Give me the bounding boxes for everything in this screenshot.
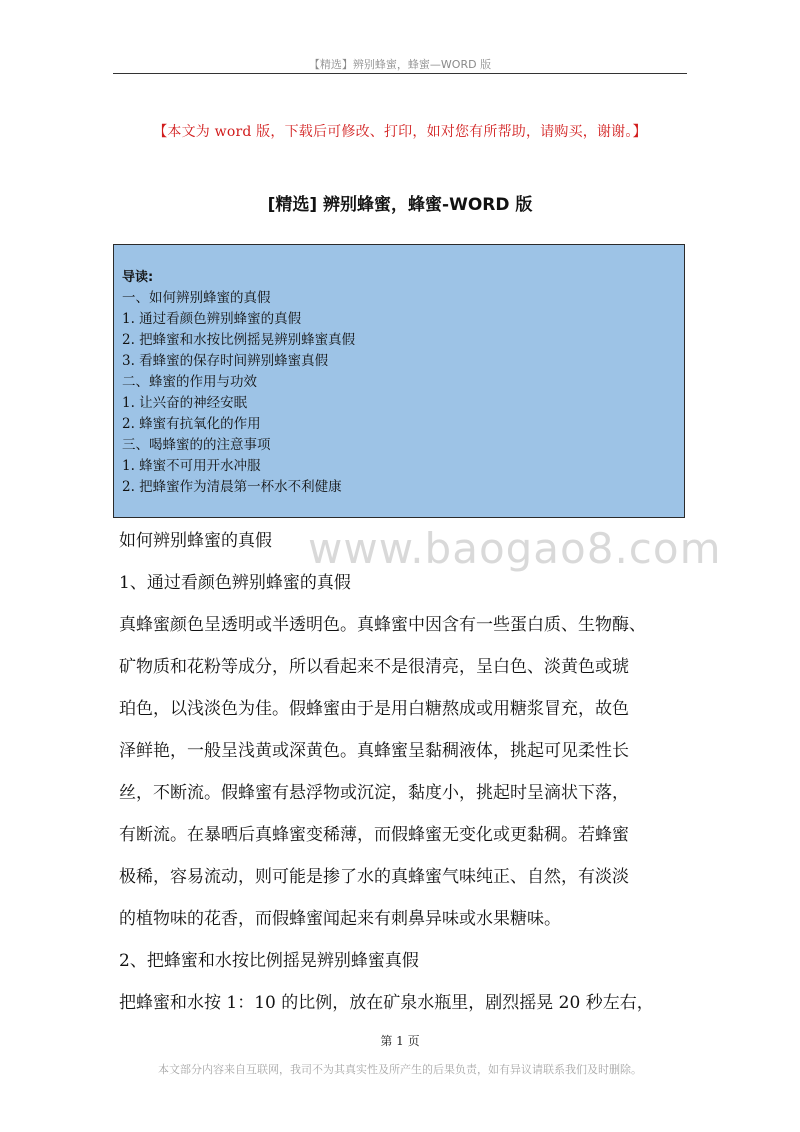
document-title: [精选] 辨别蜂蜜，蜂蜜-WORD 版	[267, 195, 533, 215]
section-heading: 如何辨别蜂蜜的真假	[119, 531, 272, 551]
body-paragraph-line: 真蜂蜜颜色呈透明或半透明色。真蜂蜜中因含有一些蛋白质、生物酶、	[119, 615, 646, 635]
toc-item: 1. 让兴奋的神经安眠	[122, 395, 248, 411]
toc-item: 三、喝蜂蜜的的注意事项	[122, 437, 271, 453]
toc-item: 2. 把蜂蜜和水按比例摇晃辨别蜂蜜真假	[122, 332, 356, 348]
toc-item: 一、如何辨别蜂蜜的真假	[122, 290, 271, 306]
subsection-heading: 2、把蜂蜜和水按比例摇晃辨别蜂蜜真假	[119, 951, 419, 971]
body-paragraph-line: 珀色，以浅淡色为佳。假蜂蜜由于是用白糖熬成或用糖浆冒充，故色	[119, 699, 629, 719]
toc-item: 1. 通过看颜色辨别蜂蜜的真假	[122, 311, 302, 327]
toc-item: 2. 把蜂蜜作为清晨第一杯水不利健康	[122, 479, 342, 495]
subsection-heading: 1、通过看颜色辨别蜂蜜的真假	[119, 573, 351, 593]
toc-item: 1. 蜂蜜不可用开水冲服	[122, 458, 261, 474]
reading-guide-label: 导读:	[122, 270, 154, 285]
reading-guide-box	[113, 244, 685, 518]
body-paragraph-line: 极稀，容易流动，则可能是掺了水的真蜂蜜气味纯正、自然，有淡淡	[119, 867, 629, 887]
header-divider	[113, 73, 687, 74]
toc-item: 3. 看蜂蜜的保存时间辨别蜂蜜真假	[122, 353, 329, 369]
purchase-notice: 【本文为 word 版，下载后可修改、打印，如对您有所帮助，请购买，谢谢。】	[153, 124, 647, 140]
page-header: 【精选】辨别蜂蜜，蜂蜜—WORD 版	[308, 58, 492, 71]
body-paragraph-line: 把蜂蜜和水按 1：10 的比例，放在矿泉水瓶里，剧烈摇晃 20 秒左右，	[119, 993, 654, 1013]
toc-item: 2. 蜂蜜有抗氧化的作用	[122, 416, 261, 432]
watermark: www.baogao8.com	[308, 524, 722, 573]
body-paragraph-line: 泽鲜艳，一般呈浅黄或深黄色。真蜂蜜呈黏稠液体，挑起可见柔性长	[119, 741, 629, 761]
body-paragraph-line: 有断流。在暴晒后真蜂蜜变稀薄，而假蜂蜜无变化或更黏稠。若蜂蜜	[119, 825, 629, 845]
body-paragraph-line: 丝，不断流。假蜂蜜有悬浮物或沉淀，黏度小，挑起时呈滴状下落，	[119, 783, 629, 803]
body-paragraph-line: 矿物质和花粉等成分，所以看起来不是很清亮，呈白色、淡黄色或琥	[119, 657, 629, 677]
toc-item: 二、蜂蜜的作用与功效	[122, 374, 257, 390]
footer-disclaimer: 本文部分内容来自互联网，我司不为其真实性及所产生的后果负责，如有异议请联系我们及时删除。	[158, 1063, 642, 1076]
page-number: 第 1 页	[380, 1034, 420, 1048]
body-paragraph-line: 的植物味的花香，而假蜂蜜闻起来有刺鼻异味或水果糖味。	[119, 909, 561, 929]
